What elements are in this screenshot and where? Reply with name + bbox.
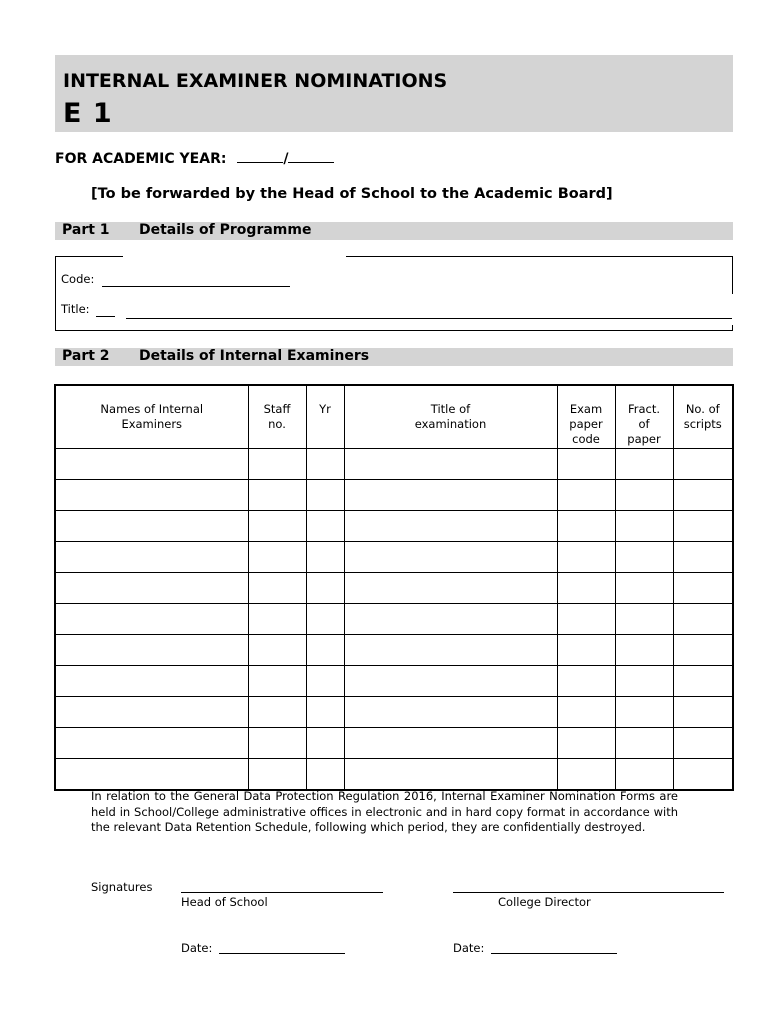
table-cell[interactable]	[55, 449, 248, 480]
table-row	[55, 635, 733, 666]
table-cell[interactable]	[615, 573, 673, 604]
table-cell[interactable]	[673, 759, 733, 791]
table-cell[interactable]	[557, 511, 615, 542]
date-label-director: Date:	[453, 941, 485, 955]
table-cell[interactable]	[557, 635, 615, 666]
date-field-director[interactable]	[491, 953, 617, 954]
table-cell[interactable]	[306, 728, 344, 759]
table-cell[interactable]	[615, 511, 673, 542]
part1-number: Part 1	[62, 222, 110, 238]
box-border-right-lower	[732, 325, 733, 331]
table-cell[interactable]	[306, 666, 344, 697]
table-cell[interactable]	[306, 604, 344, 635]
box-border-right	[732, 256, 733, 294]
table-cell[interactable]	[673, 542, 733, 573]
table-cell[interactable]	[55, 728, 248, 759]
date-field-head[interactable]	[219, 953, 345, 954]
table-cell[interactable]	[248, 604, 306, 635]
code-label: Code:	[61, 272, 95, 286]
table-cell[interactable]	[55, 666, 248, 697]
form-code: E 1	[63, 98, 113, 129]
academic-year-label: FOR ACADEMIC YEAR:	[55, 151, 227, 167]
table-cell[interactable]	[344, 511, 557, 542]
table-cell[interactable]	[673, 449, 733, 480]
table-cell[interactable]	[248, 449, 306, 480]
table-cell[interactable]	[615, 542, 673, 573]
table-cell[interactable]	[615, 449, 673, 480]
table-cell[interactable]	[55, 635, 248, 666]
table-cell[interactable]	[673, 635, 733, 666]
date-label-head: Date:	[181, 941, 213, 955]
table-cell[interactable]	[673, 604, 733, 635]
table-cell[interactable]	[557, 666, 615, 697]
forwarding-instruction: [To be forwarded by the Head of School to the Academic Board]	[91, 186, 613, 202]
table-cell[interactable]	[344, 666, 557, 697]
signatures-label: Signatures	[91, 880, 153, 894]
table-cell[interactable]	[344, 604, 557, 635]
table-cell[interactable]	[248, 666, 306, 697]
table-cell[interactable]	[248, 480, 306, 511]
academic-year-separator: /	[283, 151, 289, 167]
table-cell[interactable]	[248, 759, 306, 791]
col-header-staff-no: Staff no.	[248, 385, 306, 449]
table-cell[interactable]	[306, 759, 344, 791]
table-cell[interactable]	[557, 573, 615, 604]
part1-header	[55, 222, 733, 240]
table-cell[interactable]	[306, 697, 344, 728]
table-cell[interactable]	[55, 604, 248, 635]
box-border-top-right	[346, 256, 733, 257]
table-row	[55, 511, 733, 542]
table-cell[interactable]	[306, 449, 344, 480]
table-cell[interactable]	[344, 728, 557, 759]
internal-examiners-table	[54, 384, 734, 791]
table-cell[interactable]	[344, 635, 557, 666]
table-cell[interactable]	[615, 635, 673, 666]
table-cell[interactable]	[306, 573, 344, 604]
title-field-short[interactable]	[96, 316, 115, 317]
table-header-row	[55, 385, 733, 449]
table-cell[interactable]	[248, 697, 306, 728]
table-cell[interactable]	[55, 697, 248, 728]
table-cell[interactable]	[248, 635, 306, 666]
part2-header	[55, 348, 733, 366]
table-cell[interactable]	[306, 542, 344, 573]
gdpr-notice: In relation to the General Data Protection Regulation 2016, Internal Examiner Nomination Forms are held in School/College administrative offices in electronic and in hard copy format in accordance with the relevant Data Retention Schedule, following which period, they are confidentially destroyed.	[91, 789, 678, 834]
col-header-fraction: Fract. of paper	[615, 385, 673, 449]
table-cell[interactable]	[615, 604, 673, 635]
table-cell[interactable]	[248, 573, 306, 604]
part1-title: Details of Programme	[139, 222, 312, 238]
table-cell[interactable]	[306, 511, 344, 542]
academic-year-end-field[interactable]	[288, 150, 334, 163]
table-cell[interactable]	[557, 728, 615, 759]
table-cell[interactable]	[55, 759, 248, 791]
table-row	[55, 728, 733, 759]
table-cell[interactable]	[557, 480, 615, 511]
table-cell[interactable]	[615, 759, 673, 791]
table-cell[interactable]	[248, 511, 306, 542]
table-cell[interactable]	[673, 728, 733, 759]
table-row	[55, 697, 733, 728]
table-cell[interactable]	[248, 542, 306, 573]
table-cell[interactable]	[557, 542, 615, 573]
table-cell[interactable]	[673, 511, 733, 542]
table-cell[interactable]	[615, 666, 673, 697]
table-row	[55, 449, 733, 480]
col-header-yr: Yr	[306, 385, 344, 449]
table-cell[interactable]	[615, 697, 673, 728]
college-director-label: College Director	[498, 895, 591, 909]
table-cell[interactable]	[673, 480, 733, 511]
table-cell[interactable]	[557, 604, 615, 635]
programme-details-box	[55, 256, 733, 331]
table-cell[interactable]	[673, 666, 733, 697]
table-cell[interactable]	[306, 635, 344, 666]
academic-year-start-field[interactable]	[237, 150, 283, 163]
table-cell[interactable]	[557, 759, 615, 791]
table-cell[interactable]	[673, 573, 733, 604]
table-cell[interactable]	[344, 573, 557, 604]
table-row	[55, 666, 733, 697]
head-of-school-label: Head of School	[181, 895, 268, 909]
table-row	[55, 480, 733, 511]
part2-title: Details of Internal Examiners	[139, 348, 370, 364]
title-label: Title:	[61, 302, 90, 316]
table-body	[55, 449, 733, 791]
academic-year-line	[55, 150, 334, 167]
college-director-signature-field[interactable]	[453, 892, 724, 893]
title-field[interactable]	[126, 318, 732, 319]
col-header-names: Names of Internal Examiners	[55, 385, 248, 449]
table-cell[interactable]	[55, 573, 248, 604]
col-header-exam-title: Title of examination	[344, 385, 557, 449]
table-cell[interactable]	[615, 480, 673, 511]
table-cell[interactable]	[306, 480, 344, 511]
part2-number: Part 2	[62, 348, 110, 364]
table-cell[interactable]	[615, 728, 673, 759]
table-cell[interactable]	[344, 697, 557, 728]
table-cell[interactable]	[557, 697, 615, 728]
col-header-scripts: No. of scripts	[673, 385, 733, 449]
table-cell[interactable]	[55, 480, 248, 511]
head-of-school-signature-field[interactable]	[181, 892, 383, 893]
box-border-top-left	[55, 256, 123, 257]
table-cell[interactable]	[673, 697, 733, 728]
table-cell[interactable]	[55, 511, 248, 542]
table-cell[interactable]	[248, 728, 306, 759]
col-header-paper-code: Exam paper code	[557, 385, 615, 449]
table-row	[55, 759, 733, 791]
form-title-banner	[55, 55, 733, 132]
form-title: INTERNAL EXAMINER NOMINATIONS	[63, 70, 448, 92]
table-cell[interactable]	[344, 449, 557, 480]
table-cell[interactable]	[557, 449, 615, 480]
table-row	[55, 573, 733, 604]
table-cell[interactable]	[344, 542, 557, 573]
table-row	[55, 542, 733, 573]
table-cell[interactable]	[344, 759, 557, 791]
table-cell[interactable]	[344, 480, 557, 511]
table-cell[interactable]	[55, 542, 248, 573]
table-row	[55, 604, 733, 635]
code-field[interactable]	[102, 286, 290, 287]
